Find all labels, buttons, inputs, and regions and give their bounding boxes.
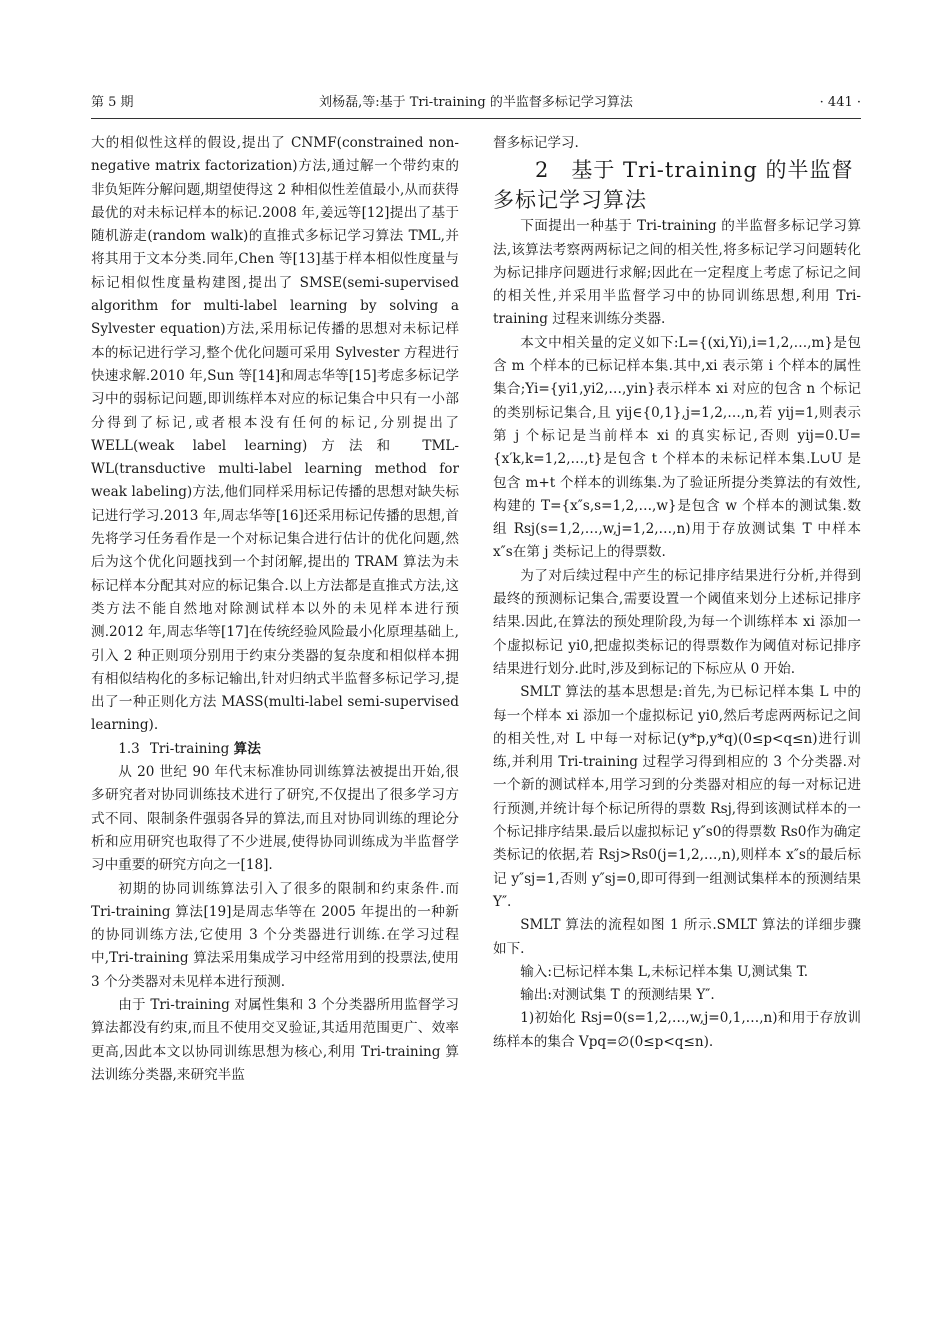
paragraph: 为了对后续过程中产生的标记排序结果进行分析,并得到最终的预测标记集合,需要设置一个阈值来划分上述标记排序结果.因此,在算法的预处理阶段,为每一个训练样本 xi 添加一个虚拟标记 yi0,把虚拟类标记的得票数作为阈值对标记排序结果进行划分.此时,涉及到标记的下标应从 0 开始.	[493, 567, 861, 677]
header-rule	[91, 118, 861, 119]
running-header	[91, 92, 861, 114]
paragraph: 本文中相关量的定义如下:L={(xi,Yi),i=1,2,…,m}是包含 m 个样本的已标记样本集.其中,xi 表示第 i 个样本的属性集合;Yi={yi1,yi2,…,yin}表示样本 xi 对应的包含 n 个标记的类别标记集合,且 yij∈{0,1},j=1,2,…,n,若 yij=1,则表示第 j 个标记是当前样本 xi 的真实标记,否则 yij=0.U={x′k,k=1,2,…,t}是包含 t 个样本的未标记样本集.L∪U 是包含 m+t 个样本的训练集.为了验证所提分类算法的有效性,构建的 T={x″s,s=1,2,…,w}是包含 w 个样本的测试集.数组 Rsj(s=1,2,…,w,j=1,2,…,n)用于存放测试集 T 中样本 x″s在第 j 类标记上的得票数.	[493, 334, 861, 561]
paragraph: 初期的协同训练算法引入了很多的限制和约束条件.而 Tri-training 算法[19]是周志华等在 2005 年提出的一种新的协同训练方法,它使用 3 个分类器进行训练.在学习过程中,Tri-training 算法采用集成学习中经常用到的投票法,使用 3 个分类器对未见样本进行预测.	[91, 880, 459, 990]
section-name: Tri-training	[149, 740, 230, 757]
left-column	[91, 132, 459, 1087]
page-number: · 441 ·	[819, 95, 861, 110]
paragraph: 输入:已标记样本集 L,未标记样本集 U,测试集 T.	[520, 963, 809, 980]
paragraph: 输出:对测试集 T 的预测结果 Y″.	[520, 987, 715, 1004]
paragraph: 1)初始化 Rsj=0(s=1,2,…,w,j=0,1,…,n)和用于存放训练样本的集合 Vpq=∅(0≤p<q≤n).	[493, 1010, 861, 1050]
paragraph: 从 20 世纪 90 年代末标准协同训练算法被提出开始,很多研究者对协同训练技术进行了研究,不仅提出了很多学习方式不同、限制条件强弱各异的算法,而且对协同训练的理论分析和应用研究也取得了不少进展,使得协同训练成为半监督学习中重要的研究方向之一[18].	[91, 764, 459, 874]
paragraph: 下面提出一种基于 Tri-training 的半监督多标记学习算法,该算法考察两两标记之间的相关性,将多标记学习问题转化为标记排序问题进行求解;因此在一定程度上考虑了标记之间的相关性,并采用半监督学习中的协同训练思想,利用 Tri-training 过程来训练分类器.	[493, 218, 861, 328]
paragraph: SMLT 算法的流程如图 1 所示.SMLT 算法的详细步骤如下.	[493, 917, 861, 957]
paragraph-continued: 督多标记学习.	[493, 135, 579, 151]
section-2-heading: 2 基于 Tri-training 的半监督多标记学习算法	[493, 158, 854, 213]
section-1-3-heading	[91, 738, 459, 761]
running-title: 刘杨磊,等:基于 Tri-training 的半监督多标记学习算法	[319, 95, 633, 110]
right-column	[493, 132, 861, 1054]
section-number: 1.3	[118, 740, 140, 757]
paragraph: SMLT 算法的基本思想是:首先,为已标记样本集 L 中的每一个样本 xi 添加一个虚拟标记 yi0,然后考虑两两标记之间的相关性,对 L 中每一对标记(y*p,y*q)(0≤p<q≤n)进行训练,并利用 Tri-training 过程学习得到相应的 3 个分类器.对一个新的测试样本,用学习到的分类器对相应的每一对标记进行预测,并统计每个标记所得的票数 Rsj,得到该测试样本的一个标记排序结果.最后以虚拟标记 y″s0的得票数 Rs0作为确定类标记的依据,若 Rsj>Rs0(j=1,2,…,n),则样本 x″s的最后标记 y″sj=1,否则 y″sj=0,即可得到一组测试集样本的预测结果 Y″.	[493, 684, 861, 910]
paragraph-continued: 大的相似性这样的假设,提出了 CNMF(constrained non-negative matrix factorization)方法,通过解一个带约束的非负矩阵分解问题,期望使得这 2 种相似性差值最小,从而获得最优的对未标记样本的标记.2008 年,姜远等[12]提出了基于随机游走(random walk)的直推式多标记学习算法 TML,并将其用于文本分类.同年,Chen 等[13]基于样本相似性度量与标记相似性度量构建图,提出了 SMSE(semi-supervised algorithm for multi-label learning by solving a Sylvester equation)方法,采用标记传播的思想对未标记样本的标记进行学习,整个优化问题可采用 Sylvester 方程进行快速求解.2010 年,Sun 等[14]和周志华等[15]考虑多标记学习中的弱标记问题,即训练样本对应的标记集合中只有一小部分得到了标记,或者根本没有任何的标记,分别提出了 WELL(weak label learning)方法和 TML-WL(transductive multi-label learning method for weak labeling)方法,他们同样采用标记传播的思想对缺失标记进行学习.2013 年,周志华等[16]还采用标记传播的思想,首先将学习任务看作是一个对标记集合进行估计的优化问题,然后为这个优化问题找到一个封闭解,提出的 TRAM 算法为未标记样本分配其对应的标记集合.以上方法都是直推式方法,这类方法不能自然地对除测试样本以外的未见样本进行预测.2012 年,周志华等[17]在传统经验风险最小化原理基础上,引入 2 种正则项分别用于约束分类器的复杂度和相似样本拥有相似结构化的多标记输出,针对归纳式半监督多标记学习,提出了一种正则化方法 MASS(multi-label semi-supervised learning).	[91, 135, 459, 734]
issue-number: 第 5 期	[91, 95, 134, 110]
section-name-bold: 算法	[233, 740, 261, 757]
paragraph: 由于 Tri-training 对属性集和 3 个分类器所用监督学习算法都没有约束,而且不使用交叉验证,其适用范围更广、效率更高,因此本文以协同训练思想为核心,利用 Tri-training 算法训练分类器,来研究半监	[91, 996, 459, 1083]
